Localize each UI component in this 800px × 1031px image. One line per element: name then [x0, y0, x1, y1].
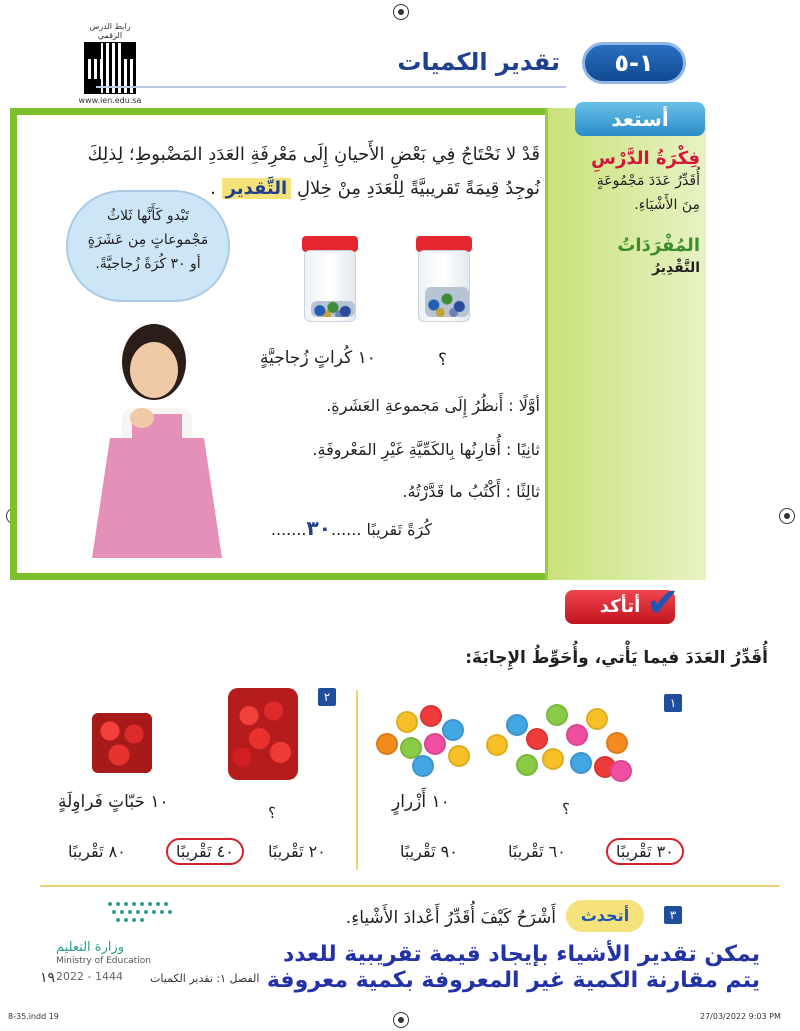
step-3: ثالِثًا : أَكْتُبُ ما قَدَّرْتُهُ. [402, 482, 540, 501]
buttons-many-image [486, 698, 636, 784]
known-jar-label: ١٠ كُراتٍ زُجاجيَّةٍ [260, 348, 376, 368]
handwritten-answer-line-1: يمكن تقدير الأشياء بإيجاد قيمة تقريبية للعدد [282, 942, 760, 967]
registration-mark-bottom [393, 1012, 409, 1028]
thought-cloud [66, 190, 230, 302]
strawberries-many-image [228, 688, 298, 780]
known-jar-image [302, 236, 358, 322]
ministry-name-ar: وزارة التعليم [56, 940, 125, 955]
running-title: الفصل ١: تقدير الكميات [150, 972, 260, 985]
step-1: أوَّلًا : أَنظُرُ إِلَى مَجموعةِ العَشَرةِ. [326, 396, 540, 415]
registration-mark-right [779, 508, 795, 524]
exercise-1-question-mark: ؟ [562, 800, 570, 818]
file-name: 8-35.indd 19 [8, 1012, 59, 1021]
unknown-jar-image [416, 236, 472, 322]
intro-line-2-end: . [210, 178, 216, 199]
buttons-ten-image [372, 705, 472, 775]
discuss-prompt: أَشْرَحُ كَيْفَ أُقَدِّرُ أَعْدادَ الأَشْياءِ. [345, 908, 556, 928]
lesson-number-badge: ١-٥ [582, 42, 686, 84]
exercise-2-option-1[interactable]: ٢٠ تَقْريبًا [268, 842, 326, 861]
lesson-idea-line-2: مِنَ الأَشْيَاءِ. [634, 197, 700, 213]
estimate-answer: كُرَةً تَقريبًا ......٣٠....... [270, 516, 432, 540]
get-ready-tab: أستعد [575, 102, 705, 136]
lesson-title: تقدير الكميات [397, 48, 560, 76]
intro-line-1: قَدْ لا نَحْتَاجُ فِي بَعْضِ الأَحيانِ إِلَى مَعْرِفَةِ العَدَدِ المَضْبوطِ؛ لِذلِكَ [87, 144, 540, 165]
cloud-line-3: أو ٣٠ كُرَةً زُجاجيَّةً. [95, 256, 201, 272]
header-divider [96, 86, 566, 88]
qr-caption: رابط الدرس الرقمي [89, 22, 131, 40]
ministry-name-en: Ministry of Education [56, 956, 151, 966]
unknown-jar-label: ؟ [438, 350, 448, 370]
thinking-girl-image [82, 318, 232, 568]
registration-mark-top [393, 4, 409, 20]
ministry-logo-icon [100, 896, 192, 926]
lesson-idea-heading: فِكْرَةُ الدَّرْسِ [591, 148, 700, 169]
discuss-label: أتحدث [566, 900, 644, 932]
exercise-1-option-3[interactable]: ٩٠ تَقْريبًا [400, 842, 458, 861]
step-2: ثانِيًا : أُقارِنُها بِالكَمِّيَّةِ غَيْرِ المَعْروفَةِ. [312, 440, 540, 459]
exercise-divider [356, 690, 358, 870]
discuss-number: ٣ [664, 906, 682, 924]
exercise-2-option-3[interactable]: ٨٠ تَقْريبًا [68, 842, 126, 861]
highlighted-term: التَّقدير [222, 178, 292, 199]
handwritten-answer-line-2: يتم مقارنة الكمية غير المعروفة بكمية معروفة [266, 968, 760, 993]
check-label: أتأكد [565, 590, 675, 624]
exercise-1-option-1[interactable]: ٣٠ تَقْريبًا [606, 838, 684, 865]
exercise-1-option-2[interactable]: ٦٠ تَقْريبًا [508, 842, 566, 861]
exercise-2-option-2[interactable]: ٤٠ تَقْريبًا [166, 838, 244, 865]
print-timestamp: 27/03/2022 9:03 PM [700, 1012, 781, 1021]
sidebar-content [580, 148, 700, 280]
exercise-2-number: ٢ [318, 688, 336, 706]
lesson-idea-line-1: أُقَدِّرُ عَدَدَ مَجْمُوعَةٍ [596, 173, 700, 189]
vocabulary-heading: المُفْرَدَاتُ [617, 235, 700, 256]
checkmark-icon: ✔ [646, 580, 680, 626]
qr-url: www.ien.edu.sa [78, 96, 142, 105]
exercise-1-number: ١ [664, 694, 682, 712]
cloud-line-2: مَجْموعاتٍ مِن عَشَرَةٍ [87, 232, 209, 248]
cloud-line-1: تَبْدو كَأَنَّها ثَلاثُ [106, 208, 190, 224]
edition-year: 2022 - 1444 [56, 970, 123, 983]
estimate-answer-number: ٣٠ [306, 516, 331, 540]
qr-block[interactable] [78, 22, 142, 105]
exercise-1-known-label: ١٠ أَزْرارٍ [392, 792, 450, 812]
check-instruction: أُقَدِّرُ العَدَدَ فيما يَأْتي، وأُحَوِّطُ الإِجابَةَ: [465, 648, 768, 668]
intro-line-2-text: نُوجِدُ قِيمَةً تَقريبيَّةً لِلْعَدَدِ مِنْ خِلالِ [296, 178, 540, 199]
exercise-2-known-label: ١٠ حَبّاتٍ فَراوِلَةٍ [58, 792, 169, 812]
page-number: ١٩ [40, 970, 56, 986]
section-divider [40, 885, 780, 887]
exercise-2-question-mark: ؟ [268, 804, 276, 822]
vocabulary-word: التَّقْدِيرُ [652, 260, 700, 276]
strawberries-ten-image [92, 713, 152, 773]
estimate-answer-text: كُرَةً تَقريبًا [366, 520, 432, 539]
